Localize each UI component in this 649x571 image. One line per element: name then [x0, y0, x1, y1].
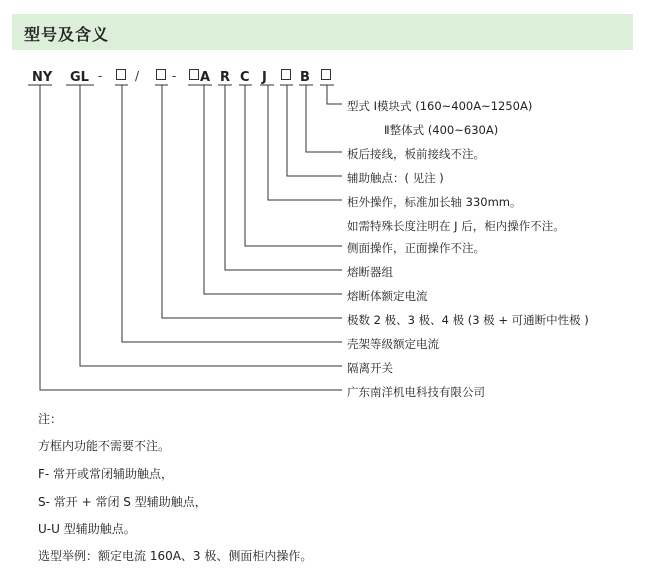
- code-c: C: [240, 70, 250, 85]
- note-line-4: U-U 型辅助触点。: [38, 522, 136, 536]
- note-line-2: F- 常开或常闭辅助触点，: [38, 467, 174, 481]
- desc-external-operation: 柜外操作，标准加长轴 330mm。: [347, 195, 522, 209]
- code-a: A: [200, 70, 211, 85]
- code-dash-2: -: [172, 69, 177, 83]
- code-dash-1: -: [98, 69, 103, 83]
- desc-aux-contact: 辅助触点：( 见注 ): [347, 171, 444, 185]
- code-j: J: [262, 70, 267, 85]
- note-heading: 注：: [38, 412, 63, 426]
- code-slash: /: [135, 69, 140, 83]
- desc-shaft-length: 如需特殊长度注明在 J 后，柜内操作不注。: [347, 219, 565, 233]
- code-ny: NY: [32, 70, 53, 85]
- desc-side-operation: 侧面操作，正面操作不注。: [347, 241, 485, 255]
- code-gl: GL: [70, 70, 89, 85]
- desc-isolating-switch: 隔离开关: [347, 361, 393, 375]
- desc-fuse-group: 熔断器组: [347, 265, 393, 279]
- desc-board-connection: 板后接线，板前接线不注。: [347, 147, 485, 161]
- desc-type: 型式 Ⅰ模块式 (160~400A~1250A): [347, 99, 533, 113]
- desc-frame-current: 壳架等级额定电流: [347, 337, 439, 351]
- desc-manufacturer: 广东南洋机电科技有限公司: [347, 385, 485, 399]
- code-b: B: [300, 70, 310, 85]
- desc-poles: 极数 2 极、3 极、4 极 (3 极 + 可通断中性极 ): [347, 313, 589, 327]
- note-example: 选型举例：额定电流 160A、3 极、侧面柜内操作。: [38, 549, 313, 563]
- desc-fuse-current: 熔断体额定电流: [347, 289, 428, 303]
- note-line-1: 方框内功能不需要不注。: [38, 439, 171, 453]
- desc-type-integral: Ⅱ整体式 (400~630A): [384, 123, 499, 137]
- note-line-3: S- 常开 + 常闭 S 型辅助触点，: [38, 495, 207, 509]
- code-r: R: [220, 70, 231, 85]
- section-title: 型号及含义: [24, 25, 110, 44]
